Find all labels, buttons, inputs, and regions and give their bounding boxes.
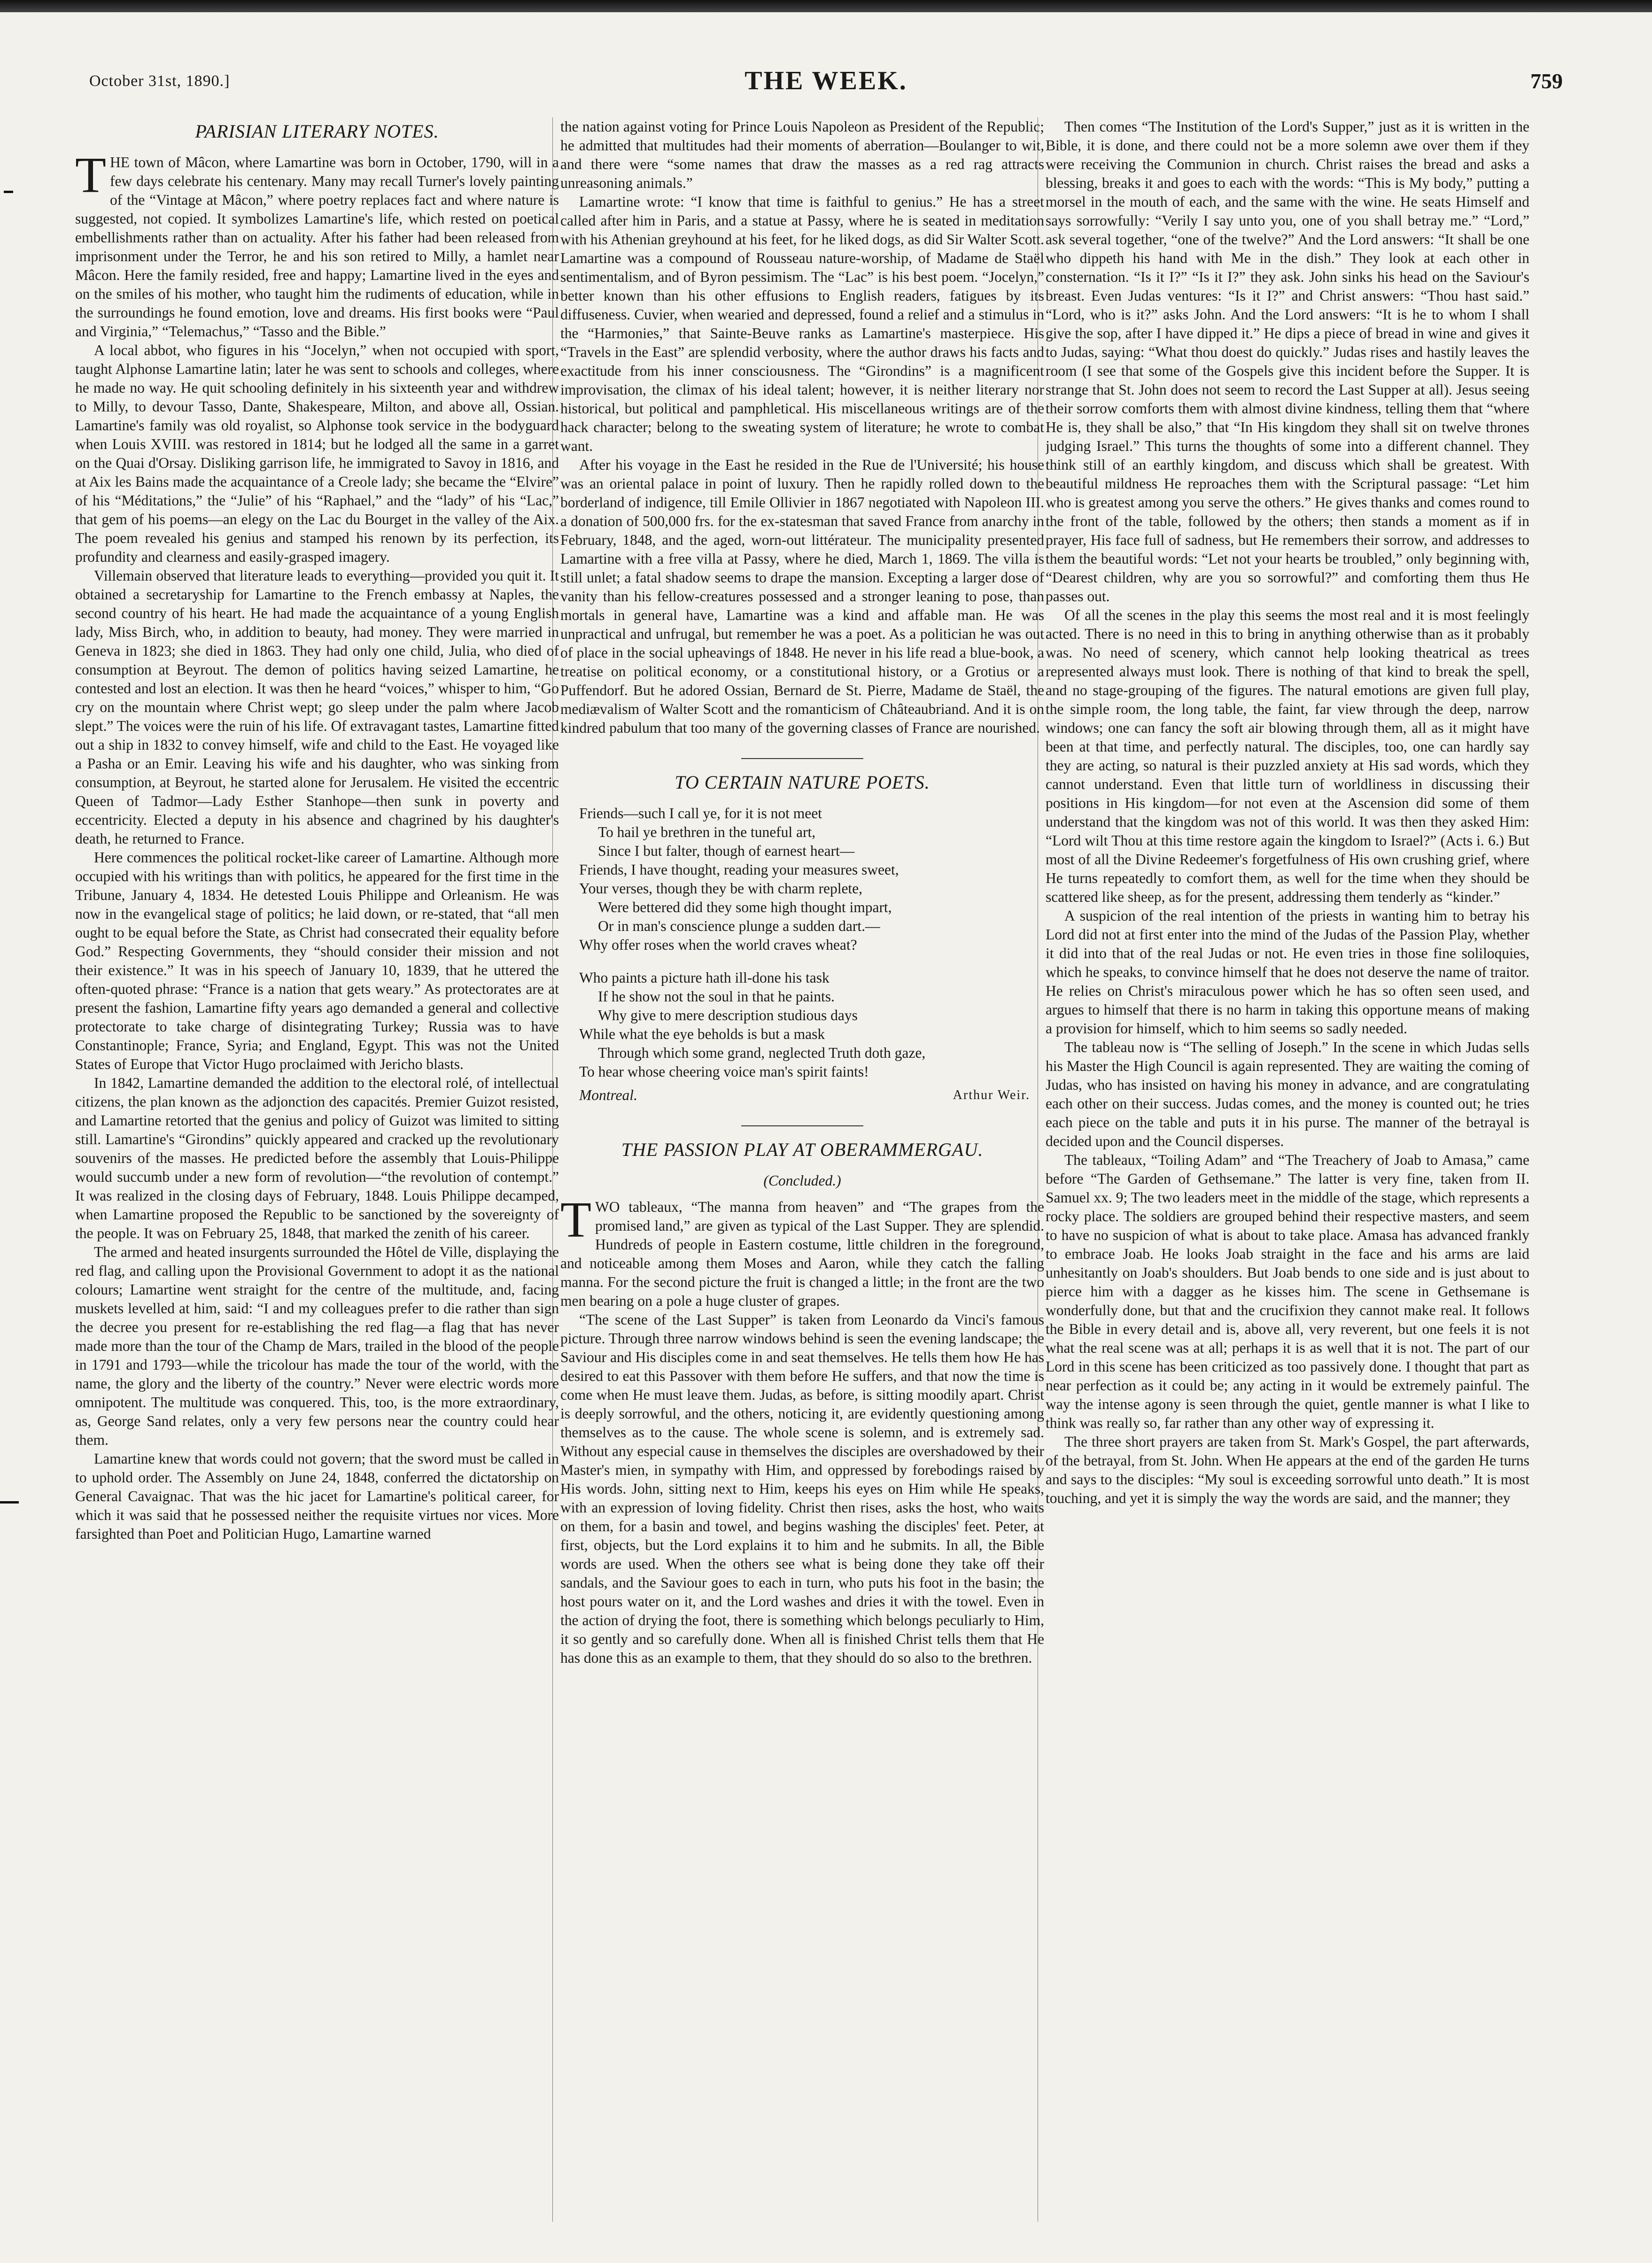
article-paragraph: The armed and heated insurgents surrounded the Hôtel de Ville, displaying the red flag, and calling upon the Provisional Government to adopt it as the national colours; Lamartine went straight for the centre of the multitude, and, facing muskets levelled at him, said: “I and my colleagues prefer to die rather than sign the decree you present for re-establishing the red flag—a flag that has never made more than the tour of the Champ de Mars, trailed in the blood of the people in 1791 and 1793—while the tricolour has made the tour of the world, with the name, the glory and the liberty of the country.” Never were electric words more omnipotent. The multitude was conquered. This, too, is the more extraordinary, as, George Sand relates, only a very few persons near the country could hear them. <box>75 1244 559 1448</box>
article-paragraph: Lamartine knew that words could not govern; that the sword must be called in to uphold order. The Assembly on June 24, 1848, conferred the dictatorship on General Cavaignac. That was the hic jacet for Lamartine's political career, for which it was said that he possessed neither the requisite virtues nor vices. More farsighted than Poet and Politician Hugo, Lamartine warned <box>75 1450 559 1542</box>
poem-title: TO CERTAIN NATURE POETS. <box>675 772 930 793</box>
poem-line: Were bettered did they some high thought impart, <box>598 899 892 915</box>
poem-line: Why give to mere description studious days <box>598 1007 858 1023</box>
top-border-rule <box>0 0 1652 12</box>
article-subtitle: (Concluded.) <box>763 1172 841 1189</box>
article-paragraph: The tableaux, “Toiling Adam” and “The Treachery of Joab to Amasa,” came before “The Garden of Gethsemane.” The latter is very fine, taken from II. Samuel xx. 9; The two leaders meet in the middle of the stage, which represents a rocky place. The soldiers are grouped behind their respective masters, and seem to have no suspicion of what is about to take place. Amasa has advanced frankly to embrace Joab. He looks Joab straight in the face and his arms are laid unhesitantly on Joab's shoulders. But Joab bends to one side and is just about to pierce him with a dagger as he kisses him. The scene in Gethsemane is wonderfully done, but that and the crucifixion they cannot make real. It follows the Bible in every detail and is, above all, very reverent, but one feels it is not what the real scene was at all; perhaps it is as well that it is not. The part of our Lord in this scene has been criticized as too passively done. I thought that part as near perfection as it could be; any acting in it would be extremely painful. The way the intense agony is seen through the quiet, gentle manner is what I like to think was really so, far rather than any other way of expressing it. <box>1046 1152 1529 1431</box>
column-3 <box>1046 117 1529 2240</box>
poem-line: Your verses, though they be with charm replete, <box>579 880 863 897</box>
poem-place: Montreal. <box>579 1087 637 1103</box>
column-1 <box>75 117 559 2240</box>
drop-cap: T <box>75 147 106 203</box>
poem-line: Since I but falter, though of earnest heart— <box>598 843 855 859</box>
section-divider <box>741 1125 863 1126</box>
article-paragraph: A suspicion of the real intention of the priests in wanting him to betray his Lord did not at first enter into the mind of the Judas of the Passion Play, whether it did into that of the real Judas or not. He even tries in those fine soliloquies, which he speaks, to convince himself that he does not deserve the name of traitor. He relies on Christ's miraculous power which he has so often seen used, and argues to himself that there is no harm in taking this opportune means of making a provision for himself, which to him seems so sadly needed. <box>1046 907 1529 1037</box>
poem-line: Friends—such I call ye, for it is not meet <box>579 805 822 822</box>
section-divider <box>741 758 863 759</box>
article-paragraph: The tableau now is “The selling of Joseph.” In the scene in which Judas sells his Master the High Council is again represented. They are waiting the coming of Judas, who has insisted on having his money in advance, and are congratulating each other on their success. Judas comes, and the money is counted out; he tries each piece on the table and puts it in his purse. The manner of the betrayal is decided upon and the Council disperses. <box>1046 1039 1529 1149</box>
article-paragraph: Here commences the political rocket-like career of Lamartine. Although more occupied with his writings than with politics, he appeared for the first time in the Tribune, January 4, 1834. He detested Louis Philippe and Orleanism. He was now in the evangelical stage of politics; he laid down, or re-stated, that “all men ought to be equal before the State, as Christ had consecrated their equality before God.” Respecting Governments, they “should consider their mission and not their existence.” It was in his speech of January 10, 1839, that he uttered the often-quoted phrase: “France is a nation that gets weary.” As protectorates are at present the fashion, Lamartine fifty years ago demanded a general and collective protectorate to take charge of disintegrating Turkey; Russia was to have Constantinople; France, Syria; and England, Egypt. This was not the United States of Europe that Victor Hugo proclaimed with Jericho blasts. <box>75 849 559 1072</box>
article-paragraph: The three short prayers are taken from St. Mark's Gospel, the part afterwards, of the betrayal, from St. John. When He appears at the end of the garden He turns and says to the disciples: “My soul is exceeding sorrowful unto death.” It is most touching, and yet it is simply the way the words are said, and the manner; they <box>1046 1434 1529 1506</box>
article-paragraph: After his voyage in the East he resided in the Rue de l'Université; his house was an oriental palace in point of luxury. Then he rapidly rolled down to the borderland of indigence, till Emile Ollivier in 1867 negotiated with Napoleon III. a donation of 500,000 frs. for the ex-statesman that saved France from anarchy in February, 1848, and the aged, worn-out littérateur. The municipality presented Lamartine with a free villa at Passy, where he died, March 1, 1869. The villa is still unlet; a fatal shadow seems to drape the mansion. Excepting a larger dose of vanity than his fellow-creatures possessed and a stronger leaning to pose, than mortals in general have, Lamartine was a kind and affable man. He was unpractical and unfrugal, but remember he was a poet. As a politician he was out of place in the social upheavings of 1848. He never in his life read a blue-book, a treatise on political economy, or a constitutional history, or a Grotius or a Puffendorf. But he adored Ossian, Bernard de St. Pierre, Madame de Staël, the mediævalism of Walter Scott and the romanticism of Châteaubriand. And it is on kindred pabulum that too many of the governing classes of France are nourished. <box>560 457 1044 736</box>
poem-signature <box>579 1086 1030 1105</box>
poem-line: To hear whose cheering voice man's spirit faints! <box>579 1063 869 1080</box>
poem-line: While what the eye beholds is but a mask <box>579 1026 825 1042</box>
poem-line: If he show not the soul in that he paints. <box>598 988 835 1005</box>
poem-line: Who paints a picture hath ill-done his task <box>579 969 830 986</box>
article-paragraph: the nation against voting for Prince Louis Napoleon as President of the Republic; he admitted that multitudes had their moments of aberration—Boulanger to wit, and there were “some names that draw the masses as a red rag attracts unreasoning animals.” <box>560 118 1044 191</box>
poem-line: To hail ye brethren in the tuneful art, <box>598 824 816 840</box>
drop-cap: T <box>560 1192 591 1248</box>
article-paragraph: Lamartine wrote: “I know that time is faithful to genius.” He has a street called after him in Paris, and a statue at Passy, where he is seated in meditation with his Athenian greyhound at his feet, for he liked dogs, as did Sir Walter Scott. Lamartine was a compound of Rousseau nature-worship, of Madame de Staël sentimentalism, and of Byron pessimism. The “Lac” is his best poem. “Jocelyn,” better known than his other effusions to English readers, fatigues by its diffuseness. Cuvier, when wearied and depressed, found a relief and a stimulus in the “Harmonies,” that Sainte-Beuve ranks as Lamartine's masterpiece. His “Travels in the East” are splendid verbosity, where the author draws his facts and exactitude from his inner consciousness. The “Girondins” is a magnificent improvisation, the climax of his ideal talent; however, it is neither literary nor historical, but political and pamphletical. His miscellaneous writings are of the hack character; belong to the sweating system of literature; he wrote to combat want. <box>560 194 1044 454</box>
article-title: PARISIAN LITERARY NOTES. <box>195 121 439 142</box>
article-paragraph: Villemain observed that literature leads to everything—provided you quit it. It obtained a secretaryship for Lamartine to the French embassy at Naples, the second country of his heart. He had made the acquaintance of a young English lady, Miss Birch, who, in addition to beauty, had money. They were married in Geneva in 1823; she died in 1863. They had only one child, Julia, who died of consumption at Beyrout. The demon of politics having seized Lamartine, he contested and lost an election. It was then he heard “voices,” whisper to him, “Go cry on the mountain where Christ wept; go sleep under the palm where Jacob slept.” The voices were the ruin of his life. Of extravagant tastes, Lamartine fitted out a ship in 1832 to convey himself, wife and child to the East. He voyaged like a Pasha or an Emir. Leaving his wife and his daughter, who was sinking from consumption, at Beyrout, he started alone for Jerusalem. He visited the eccentric Queen of Tadmor—Lady Esther Stanhope—then sunk in poverty and eccentricity. Elected a deputy in his absence and chagrined by his daughter's death, he returned to France. <box>75 567 559 847</box>
poem-line: Or in man's conscience plunge a sudden dart.— <box>598 918 880 934</box>
poem-line: Why offer roses when the world craves wheat? <box>579 937 857 953</box>
column-2 <box>560 117 1044 2240</box>
page-header <box>70 66 1582 103</box>
poem-line: Friends, I have thought, reading your measures sweet, <box>579 861 899 878</box>
poem <box>579 804 1044 1081</box>
article-paragraph: THE town of Mâcon, where Lamartine was born in October, 1790, will in a few days celebrate his centenary. Many may recall Turner's lovely painting of the “Vintage at Mâcon,” where poetry replaces fact and where nature is suggested, not copied. It symbolizes Lamartine's life, which rested on poetical embellishments rather than on actuality. After his father had been released from imprisonment under the Terror, he and his son retired to Milly, a hamlet near Mâcon. Here the family resided, free and happy; Lamartine lived in the eyes and on the smiles of his mother, who taught him the rudiments of education, while in the surroundings he found emotion, love and dreams. His first books were “Paul and Virginia,” “Telemachus,” “Tasso and the Bible.” <box>75 147 559 340</box>
article-paragraph: Of all the scenes in the play this seems the most real and it is most feelingly acted. There is no need in this to bring in anything otherwise than as it probably was. No need of scenery, which cannot help looking theatrical as trees represented always must look. There is nothing of that kind to break the spell, and no stage-grouping of the figures. The natural emotions are given full play, the simple room, the long table, the faint, far view through the deep, narrow windows; one can fancy the soft air blowing through them, all as it might have been at that time, and perfectly natural. The disciples, too, one can hardly say they are acting, so natural is their puzzled anxiety at His sad words, which they cannot understand. Even that little turn of worldliness in discussing their positions in His kingdom—for not even at the Ascension did some of them understand that the kingdom was not of this world. It was then they asked Him: “Lord wilt Thou at this time restore again the kingdom to Israel?” (Acts i. 6.) But most of all the Divine Redeemer's forgetfulness of His own crushing grief, where He turns repeatedly to comfort them, as well for the time when they should be scattered like sheep, as for the present, addressing them tenderly as “kinder.” <box>1046 607 1529 905</box>
article-paragraph: In 1842, Lamartine demanded the addition to the electoral rolé, of intellectual citizens, the plan known as the adjonction des capacités. Premier Guizot resisted, and Lamartine retorted that the genius and policy of Guizot was limited to sitting still. Lamartine's “Girondins” quickly appeared and cracked up the revolutionary souvenirs of the masses. He predicted before the assembly that Louis-Philippe would succumb under a new form of revolution—“the revolution of contempt.” It was realized in the closing days of February, 1848. Louis Philippe decamped, when Lamartine proposed the Republic to be sanctioned by the sovereignty of the people. It was on February 25, 1848, that marked the zenith of his career. <box>75 1075 559 1241</box>
margin-mark <box>0 1501 19 1504</box>
article-paragraph: “The scene of the Last Supper” is taken from Leonardo da Vinci's famous picture. Through three narrow windows behind is seen the evening landscape; the Saviour and His disciples come in and seat themselves. He tells them how He has desired to eat this Passover with them before He suffers, and that now the time is come when He must leave them. Judas, as before, is sitting moodily apart. Christ is deeply sorrowful, and the others, noticing it, are evidently questioning among themselves as to the cause. The whole scene is solemn, and is extremely sad. Without any especial cause in themselves the disciples are overshadowed by their Master's mien, in sympathy with Him, and oppressed by forebodings raised by His words. John, sitting next to Him, keeps his eyes on Him while He speaks, with an expression of loving fidelity. Christ then rises, asks the host, who waits on them, for a basin and towel, and begins washing the disciples' feet. Peter, at first, objects, but the Lord explains it to him and he submits. In all, the Bible words are used. When the others see what is being done they take off their sandals, and the Saviour goes to each in turn, who puts his foot in the basin; the host pours water on it, and the Lord washes and dries it with the towel. Even in the action of drying the foot, there is something which belongs peculiarly to Him, it so gently and so carefully done. When all is finished Christ tells them that He has done this as an example to them, that they should do so also to the brethren. <box>560 1311 1044 1666</box>
page-number: 759 <box>1530 69 1563 93</box>
article-title: THE PASSION PLAY AT OBERAMMERGAU. <box>621 1139 984 1160</box>
margin-mark <box>4 191 13 193</box>
article-paragraph: Then comes “The Institution of the Lord's Supper,” just as it is written in the Bible, it is done, and there could not be a more solemn awe over them if they were receiving the Communion in church. Christ raises the bread and asks a blessing, breaks it and goes to each with the words: “This is My body,” putting a morsel in the mouth of each, and the same with the wine. He seats Himself and says sorrowfully: “Verily I say unto you, one of you shall betray me.” “Lord,” ask several together, “one of the twelve?” And the Lord answers: “It shall be one who dippeth his hand with Me in the dish.” They look at each other in consternation. “Is it I?” “Is it I?” they ask. John sinks his head on the Saviour's breast. Even Judas ventures: “Is it I?” and Christ answers: “Thou hast said.” “Lord, who is it?” asks John. And the Lord answers: “It is he to whom I shall give the sop, after I have dipped it.” He dips a piece of bread in wine and gives it to Judas, saying: “What thou doest do quickly.” Judas rises and hastily leaves the room (I see that some of the Gospels give this incident before the Supper. It is strange that St. John does not seem to record the Last Supper at all). Jesus seeing their sorrow comforts them with almost divine kindness, telling them that “where He is, they shall be also,” that “In His kingdom they shall sit on twelve thrones judging Israel.” This turns the thoughts of some into a different channel. They think still of an earthly kingdom, and discuss which shall be greatest. With beautiful mildness He reproaches them with the Scriptural passage: “Let him who is greatest among you serve the others.” He gives thanks and comes round to the front of the table, followed by the others; then stands a moment as if in prayer, His face full of sadness, but He remembers their sorrow, and addresses to them the beautiful words: “Let not your hearts be troubled,” only beginning with, “Dearest children, why are you so sorrowful?” and comforting them thus He passes out. <box>1046 118 1529 604</box>
issue-date: October 31st, 1890.] <box>89 72 230 90</box>
poem-line: Through which some grand, neglected Truth doth gaze, <box>598 1045 926 1061</box>
article-paragraph: A local abbot, who figures in his “Jocelyn,” when not occupied with sport, taught Alphonse Lamartine latin; later he was sent to schools and colleges, where he made no way. He quit schooling definitely in his sixteenth year and withdrew to Milly, to devour Tasso, Dante, Shakespeare, Milton, and above all, Ossian. Lamartine's family was old royalist, so Alphonse took service in the bodyguard when Louis XVIII. was restored in 1814; but he lodged all the same in a garret on the Quai d'Orsay. Disliking garrison life, he immigrated to Savoy in 1816, and at Aix les Bains made the acquaintance of a Creole lady; she became the “Elvire” of his “Méditations,” the “Julie” of his “Raphael,” and the “lady” of his “Lac,” that gem of his poems—an elegy on the Lac du Bourget in the valley of the Aix. The poem revealed his genius and stamped his renown by its perfection, its profundity and clearness and easily-grasped imagery. <box>75 342 559 565</box>
publication-title: THE WEEK. <box>745 66 907 95</box>
article-paragraph: TWO tableaux, “The manna from heaven” and “The grapes from the promised land,” are given as typical of the Last Supper. They are splendid. Hundreds of people in Eastern costume, little children in the foreground, and noticeable among them Moses and Aaron, while they catch the falling manna. For the second picture the fruit is changed a little; in the front are the two men bearing on a pole a huge cluster of grapes. <box>560 1192 1044 1309</box>
poem-author: Arthur Weir. <box>953 1088 1030 1102</box>
